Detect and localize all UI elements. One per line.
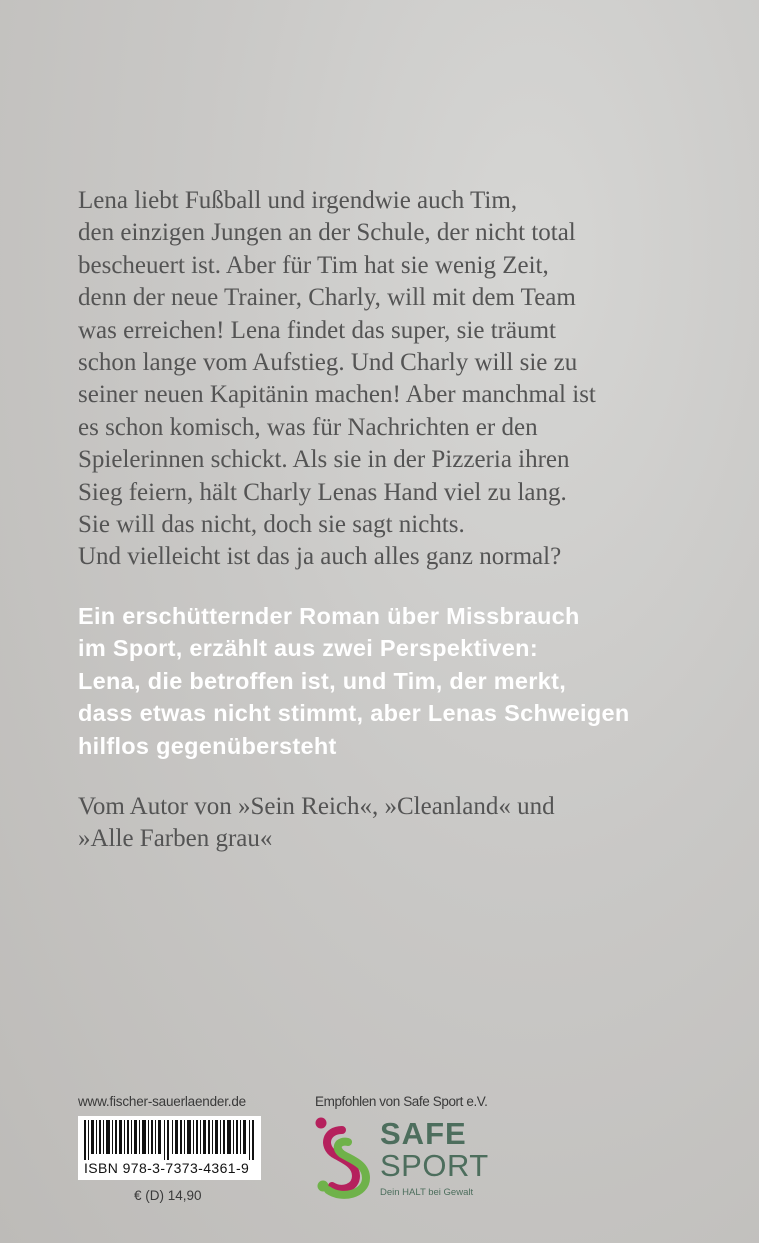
recommendation-text: Empfohlen von Safe Sport e.V. [315, 1094, 488, 1109]
tagline-line: hilflos gegenübersteht [78, 732, 337, 759]
tagline-line: im Sport, erzählt aus zwei Perspektiven: [78, 635, 538, 662]
publisher-url: www.fischer-sauerlaender.de [78, 1094, 246, 1109]
tagline-line: Ein erschütternder Roman über Missbrauch [78, 603, 580, 629]
isbn-number: ISBN 978-3-7373-4361-9 [84, 1160, 250, 1176]
barcode-icon [84, 1120, 255, 1160]
tagline-text [78, 600, 718, 762]
tagline-line: dass etwas nicht stimmt, aber Lenas Schweigen [78, 700, 630, 727]
logo-slogan: Dein HALT bei Gewalt [380, 1187, 474, 1198]
author-note-line: »Alle Farben grau« [78, 825, 273, 853]
blurb-line: denn der neue Trainer, Charly, will mit dem Team [78, 284, 576, 312]
blurb-line: was erreichen! Lena findet das super, sie träumt [78, 316, 556, 344]
tagline-line: Lena, die betroffen ist, und Tim, der merkt, [78, 667, 567, 694]
safe-sport-logo [312, 1114, 502, 1204]
author-note [78, 791, 718, 856]
blurb-line: bescheuert ist. Aber für Tim hat sie wenig Zeit, [78, 251, 549, 279]
blurb-line: Und vielleicht ist das ja auch alles ganz normal? [78, 543, 562, 571]
blurb-line: den einzigen Jungen an der Schule, der nicht total [78, 219, 576, 247]
safe-sport-mark-icon [312, 1114, 376, 1202]
isbn-barcode [78, 1116, 261, 1180]
blurb-line: Sie will das nicht, doch sie sagt nichts. [78, 511, 465, 539]
blurb-line: Lena liebt Fußball und irgendwie auch Tim, [78, 187, 518, 214]
blurb-text [78, 185, 718, 574]
price: € (D) 14,90 [134, 1188, 202, 1203]
blurb-line: Spielerinnen schickt. Als sie in der Pizzeria ihren [78, 446, 570, 474]
blurb-line: Sieg feiern, hält Charly Lenas Hand viel zu lang. [78, 478, 567, 506]
author-note-line: Vom Autor von »Sein Reich«, »Cleanland« und [78, 793, 555, 820]
blurb-line: es schon komisch, was für Nachrichten er den [78, 413, 538, 441]
blurb-line: seiner neuen Kapitänin machen! Aber manchmal ist [78, 381, 596, 409]
logo-sport-text: SPORT [380, 1148, 489, 1183]
logo-safe-text: SAFE [380, 1116, 467, 1151]
blurb-line: schon lange vom Aufstieg. Und Charly will sie zu [78, 349, 578, 377]
